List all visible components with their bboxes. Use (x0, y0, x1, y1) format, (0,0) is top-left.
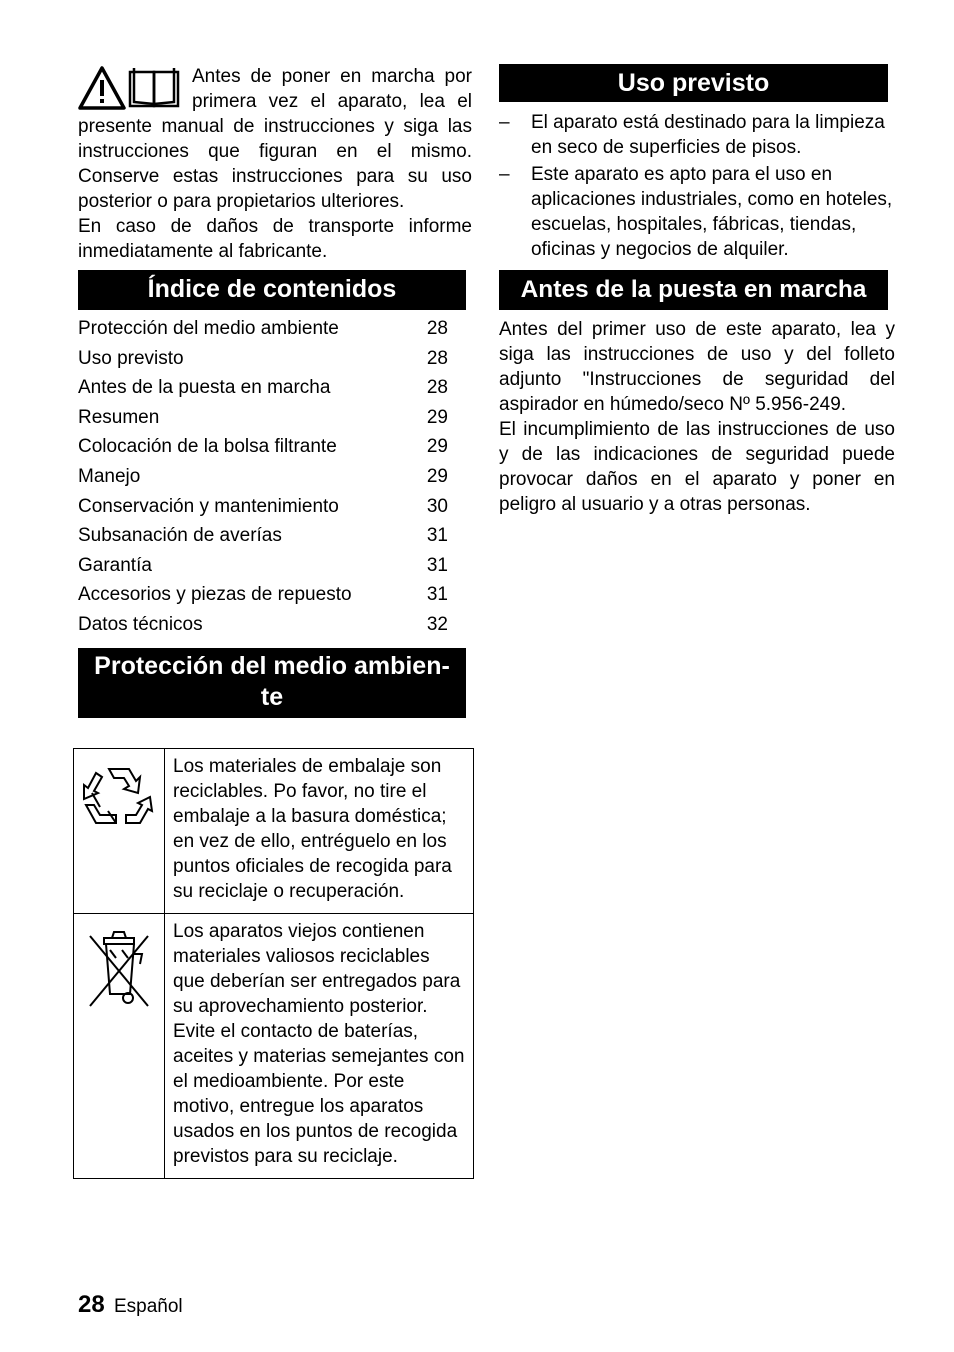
page-number: 28 (78, 1291, 105, 1318)
toc-row (78, 582, 472, 612)
page-language: Español (113, 1296, 183, 1317)
toc-heading (78, 270, 466, 310)
intro-block (78, 64, 472, 264)
toc-item-label: Conservación y mantenimiento (78, 495, 339, 517)
table-row (74, 914, 474, 1179)
crossed-bin-icon (74, 914, 164, 1024)
recycle-icon-cell (74, 749, 165, 914)
uso-heading-text: Uso previsto (617, 69, 770, 97)
list-item (499, 110, 895, 160)
toc-row (78, 553, 472, 583)
warning-manual-icons (78, 66, 180, 110)
toc-item-label: Resumen (78, 406, 160, 428)
recycle-text: Los materiales de embalaje son reciclables. Po favor, no tire el embalaje a la basura doméstica; en vez de ello, entréguelo en los puntos oficiales de recogida para su reciclaje o recuperación. (173, 756, 452, 902)
toc-item-label: Protección del medio ambiente (78, 318, 339, 339)
toc-item-label: Accesorios y piezas de repuesto (78, 584, 352, 606)
toc-item-page: 28 (426, 318, 448, 339)
crossed-bin-text-cell (165, 914, 474, 1179)
toc-item-page: 31 (426, 554, 448, 576)
antes-heading (499, 270, 888, 310)
toc-item-page: 32 (426, 613, 448, 635)
environment-heading (78, 648, 466, 718)
recycle-text-cell (165, 749, 474, 914)
toc-item-page: 28 (426, 377, 448, 399)
toc-item-label: Subsanación de averías (78, 525, 282, 547)
toc-row (78, 612, 472, 642)
toc-item-page: 28 (426, 347, 448, 369)
toc-item-page: 29 (426, 465, 448, 487)
intro-paragraph-1: Antes de poner en marcha por primera vez el aparato, lea el presente manual de instrucciones y siga las instrucciones que figuran en el mismo. Conserve estas instrucciones para su uso posterior o para propietarios ulteriores. (78, 66, 472, 212)
manual-book-icon (130, 68, 178, 106)
toc-item-page: 30 (426, 495, 448, 517)
antes-heading-text: Antes de la puesta en marcha (520, 276, 867, 303)
toc-heading-text: Índice de contenidos (147, 275, 397, 303)
environment-table (73, 748, 474, 1179)
toc-row (78, 346, 472, 376)
toc-row (78, 523, 472, 553)
toc-row (78, 316, 472, 346)
environment-heading-line1: Protección del medio ambien- (94, 652, 450, 680)
antes-paragraph-1: Antes del primer uso de este aparato, lea y siga las instrucciones de uso y del folleto adjunto "Instrucciones de seguridad del aspirador en húmedo/seco Nº 5.956-249. (499, 319, 895, 415)
toc-row (78, 434, 472, 464)
toc-row (78, 405, 472, 435)
toc-item-label: Colocación de la bolsa filtrante (78, 436, 337, 458)
page-footer (78, 1292, 183, 1319)
toc-list (78, 316, 472, 642)
table-row (74, 749, 474, 914)
intro-icons (78, 66, 180, 114)
toc-row (78, 464, 472, 494)
toc-row (78, 375, 472, 405)
warning-triangle-icon (80, 68, 124, 108)
list-item (499, 162, 895, 262)
crossed-bin-text: Los aparatos viejos contienen materiales valiosos reciclables que deberían ser entregados para su aprovechamiento posterior. Evite el contacto de baterías, aceites y materias semejantes con el medioambiente. Por este motivo, entregue los aparatos usados en los puntos de recogida previstos para su reciclaje. (173, 921, 465, 1167)
toc-item-label: Manejo (78, 465, 141, 487)
environment-heading-line2: te (260, 683, 284, 711)
toc-item-page: 31 (426, 525, 448, 547)
toc-item-page: 31 (426, 584, 448, 606)
crossed-bin-icon-cell (74, 914, 165, 1179)
bullet-dash: – (499, 164, 510, 185)
bullet-dash: – (499, 112, 510, 133)
toc-item-label: Uso previsto (78, 347, 184, 369)
toc-item-page: 29 (426, 406, 448, 428)
toc-item-page: 29 (426, 436, 448, 458)
uso-heading (499, 64, 888, 102)
toc-item-label: Datos técnicos (78, 613, 203, 635)
bullet-text: El aparato está destinado para la limpieza en seco de superficies de pisos. (531, 112, 885, 158)
toc-item-label: Garantía (78, 554, 152, 576)
toc-row (78, 494, 472, 524)
antes-paragraph-2: El incumplimiento de las instrucciones de uso y de las indicaciones de seguridad puede provocar daños en el aparato y poner en peligro al usuario y a otras personas. (499, 419, 895, 515)
toc-item-label: Antes de la puesta en marcha (78, 377, 331, 399)
recycle-icon (74, 749, 164, 849)
bullet-text: Este aparato es apto para el uso en aplicaciones industriales, como en hoteles, escuelas, hospitales, fábricas, tiendas, oficinas y negocios de alquiler. (531, 164, 893, 260)
uso-bullets (499, 110, 895, 264)
intro-paragraph-2: En caso de daños de transporte informe inmediatamente al fabricante. (78, 216, 472, 262)
antes-text (499, 317, 895, 517)
